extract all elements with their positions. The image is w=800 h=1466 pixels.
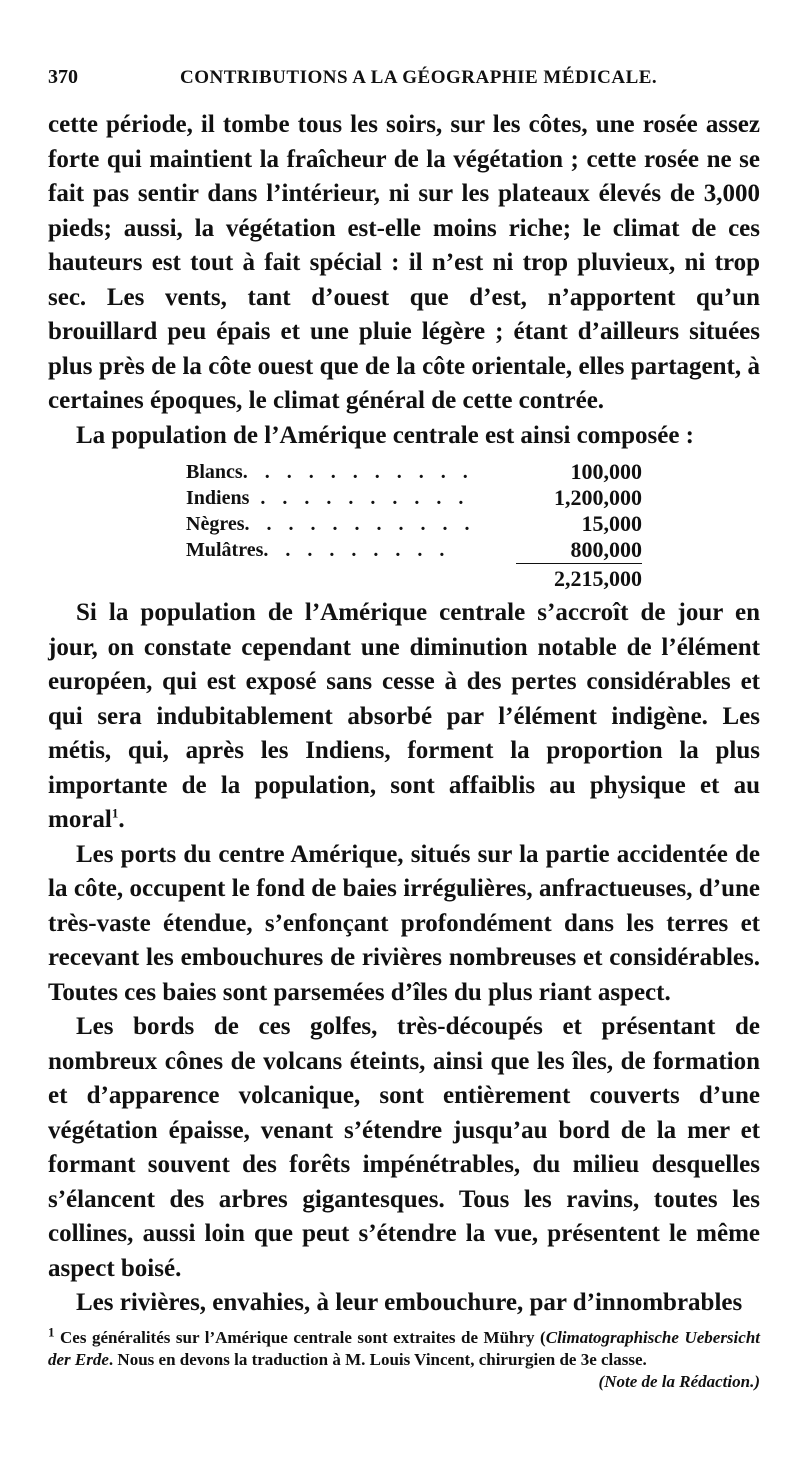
table-total-row [516, 563, 642, 592]
body-text-continued [48, 596, 760, 1321]
footnote-text-after: . Nous en devons la traduction à M. Louis Vincent, chirurgien de 3e classe. [108, 1349, 647, 1369]
paragraph-ports: Les ports du centre Amérique, situés sur la partie accidentée de la côte, occupent le fond de baies irrégulières, anfractueuses, d’une très-vaste étendue, s’enfonçant profondément dans les terres et recevant les embouchures de rivières nombreuses et considérables. Toutes ces baies sont parsemées d’îles du plus riant aspect. [48, 840, 760, 1006]
footnote-marker: 1 [48, 1323, 55, 1339]
footnote [48, 1323, 760, 1391]
row-value: 1,200,000 [554, 485, 642, 510]
paragraph-rivers: Les rivières, envahies, à leur embouchure, par d’innombrables [76, 1289, 743, 1316]
row-value: 100,000 [570, 459, 642, 484]
row-value: 15,000 [581, 511, 642, 536]
paragraph-population-intro: La population de l’Amérique centrale est ainsi composée : [76, 421, 695, 449]
footnote-reference: 1 [111, 805, 119, 821]
table-total: 2,215,000 [554, 566, 642, 591]
paragraph-gulfs: Les bords de ces golfes, très-découpés et présentant de nombreux cônes de volcans éteints, ainsi que les îles, de formation et d’apparence volcanique, sont entièrement couverts d’une végétation épaisse, venant s’étendre jusqu’au bord de la mer et formant souvent des forêts impénétrables, du milieu desquelles s’élancent des arbres gigantesques. Tous les ravins, toutes les collines, aussi loin que peut s’étendre la vue, présentent le même aspect boisé. [48, 1013, 760, 1282]
row-value: 800,000 [570, 537, 642, 562]
table-row: Nègres. . . . . . . . . . . 15,000 [186, 511, 642, 536]
row-label: Indiens [186, 487, 250, 509]
paragraph-climate: cette période, il tombe tous les soirs, sur les côtes, une rosée assez forte qui maintient la fraîcheur de la végétation ; cette rosée ne se fait pas sentir dans l’intérieur, ni sur les plateaux élevés de 3,000 pieds; aussi, la végétation est-elle moins riche; le climat de ces hauteurs est tout à fait spécial : il n’est ni trop pluvieux, ni trop sec. Les vents, tant d’ouest que d’est, n’apportent qu’un brouillard peu épais et une pluie légère ; étant d’ailleurs situées plus près de la côte ouest que de la côte orientale, elles partagent, à certaines époques, le climat général de cette contrée. [48, 111, 760, 414]
editor-note: (Note de la Rédaction.) [598, 1371, 760, 1391]
page [48, 66, 760, 1393]
footnote-text-before: Ces généralités sur l’Amérique centrale sont extraites de Mühry ( [54, 1327, 546, 1347]
paragraph-population-trend: Si la population de l’Amérique centrale s’accroît de jour en jour, on constate cependant une diminution notable de l’élément européen, qui est exposé sans cesse à des pertes considérables et qui sera indubitablement absorbé par l’élément indigène. Les métis, qui, après les Indiens, forment la proportion la plus importante de la population, sont affaiblis au physique et au moral$^1$. [48, 599, 760, 833]
body-text [48, 108, 760, 453]
table-row: Mulâtres. . . . . . . . . 800,000 [186, 537, 642, 562]
page-number: 370 [48, 66, 78, 88]
row-label: Nègres [186, 513, 245, 535]
table-row: Blancs. . . . . . . . . . . 100,000 [186, 459, 642, 484]
running-title: CONTRIBUTIONS A LA GÉOGRAPHIE MÉDICALE. [180, 67, 658, 88]
table-row: Indiens . . . . . . . . . . 1,200,000 [186, 485, 642, 510]
row-label: Blancs [186, 461, 243, 483]
page-header [48, 66, 760, 108]
population-table [186, 459, 642, 592]
row-label: Mulâtres [186, 539, 264, 561]
footnote-cited-title: Climatographische Uebersicht der Erde [48, 1327, 760, 1369]
